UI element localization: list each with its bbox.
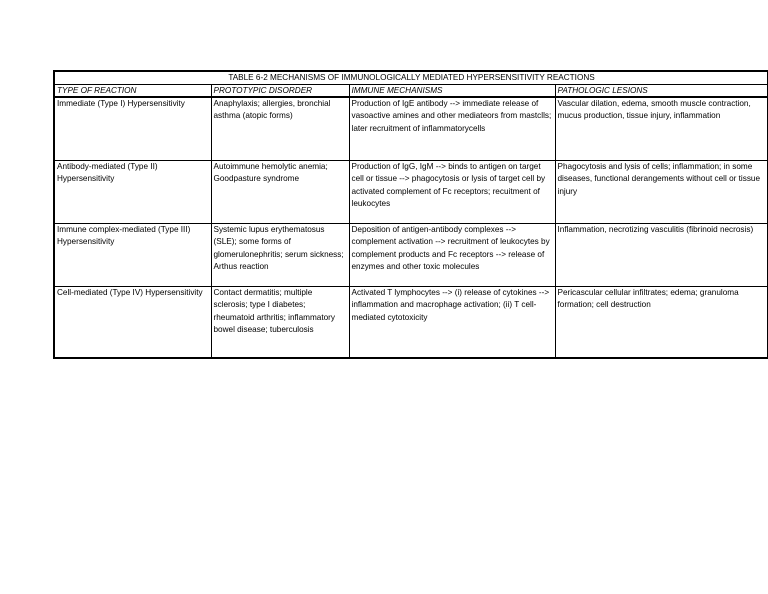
table-row bbox=[54, 224, 768, 287]
cell-lesions: Phagocytosis and lysis of cells; inflammation; in some diseases, functional derangements without cell or tissue injury bbox=[555, 161, 768, 224]
spreadsheet-page bbox=[53, 70, 767, 359]
cell-type: Antibody-mediated (Type II) Hypersensitivity bbox=[54, 161, 211, 224]
cell-type: Immediate (Type I) Hypersensitivity bbox=[54, 97, 211, 161]
column-header-lesions: PATHOLOGIC LESIONS bbox=[555, 85, 768, 98]
cell-disorder: Systemic lupus erythematosus (SLE); some forms of glomerulonephritis; serum sickness; Arthus reaction bbox=[211, 224, 349, 287]
cell-mechanism: Production of IgE antibody --> immediate release of vasoactive amines and other mediateors from mastclls; later recruitment of inflammatorycells bbox=[349, 97, 555, 161]
cell-disorder: Contact dermatitis; multiple sclerosis; type I diabetes; rheumatoid arthritis; inflammatory bowel disease; tuberculosis bbox=[211, 287, 349, 359]
cell-mechanism: Production of IgG, IgM --> binds to antigen on target cell or tissue --> phagocytosis or lysis of target cell by activated complement of Fc receptors; recuitment of leukocytes bbox=[349, 161, 555, 224]
column-header-mechanisms: IMMUNE MECHANISMS bbox=[349, 85, 555, 98]
cell-lesions: Pericascular cellular infiltrates; edema; granuloma formation; cell destruction bbox=[555, 287, 768, 359]
cell-lesions: Inflammation, necrotizing vasculitis (fibrinoid necrosis) bbox=[555, 224, 768, 287]
table-title: TABLE 6-2 MECHANISMS OF IMMUNOLOGICALLY MEDIATED HYPERSENSITIVITY REACTIONS bbox=[54, 71, 768, 85]
column-header-disorder: PROTOTYPIC DISORDER bbox=[211, 85, 349, 98]
table-row bbox=[54, 97, 768, 161]
cell-mechanism: Activated T lymphocytes --> (i) release of cytokines --> inflammation and macrophage activation; (ii) T cell-mediated cytotoxicity bbox=[349, 287, 555, 359]
cell-disorder: Autoimmune hemolytic anemia; Goodpasture syndrome bbox=[211, 161, 349, 224]
cell-disorder: Anaphylaxis; allergies, bronchial asthma (atopic forms) bbox=[211, 97, 349, 161]
column-header-type: TYPE OF REACTION bbox=[54, 85, 211, 98]
hypersensitivity-table bbox=[53, 70, 768, 359]
cell-type: Immune complex-mediated (Type III) Hypersensitivity bbox=[54, 224, 211, 287]
header-row bbox=[54, 85, 768, 98]
table-row bbox=[54, 161, 768, 224]
table-row bbox=[54, 287, 768, 359]
cell-mechanism: Deposition of antigen-antibody complexes --> complement activation --> recruitment of leukocytes by complement products and Fc receptors --> release of enzymes and other toxic molecules bbox=[349, 224, 555, 287]
cell-type: Cell-mediated (Type IV) Hypersensitivity bbox=[54, 287, 211, 359]
cell-lesions: Vascular dilation, edema, smooth muscle contraction, mucus production, tissue injury, inflammation bbox=[555, 97, 768, 161]
title-row bbox=[54, 71, 768, 85]
